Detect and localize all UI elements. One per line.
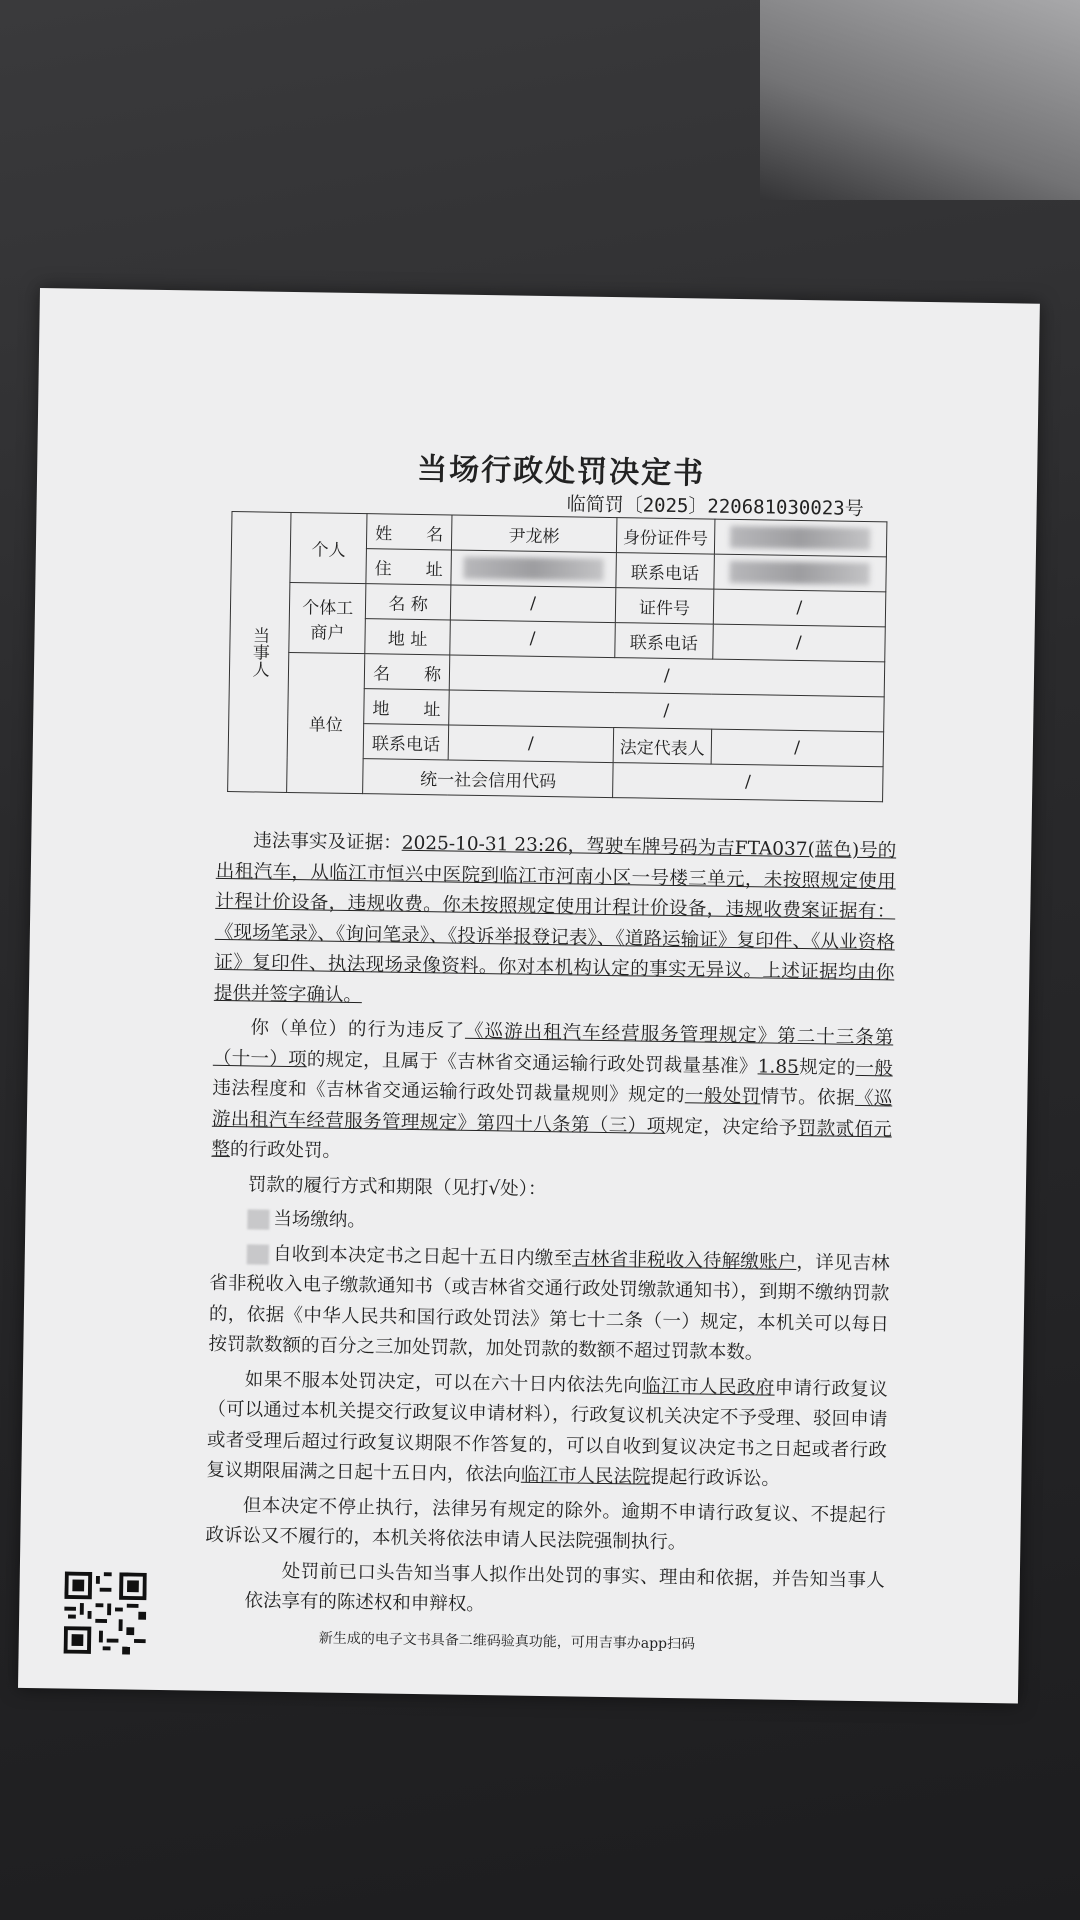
verification-footer: 新生成的电子文书具备二维码验真功能，可用吉事办app扫码 bbox=[318, 1630, 696, 1653]
payment-method-paragraph: 罚款的履行方式和期限（见打√处）： bbox=[247, 1173, 547, 1200]
penalty-circumstance: 一般处罚 bbox=[684, 1085, 761, 1108]
text-span: 提起行政诉讼。 bbox=[650, 1466, 781, 1490]
address-value-redacted bbox=[451, 550, 617, 588]
redaction-blur bbox=[730, 561, 870, 585]
background-light bbox=[760, 0, 1080, 200]
facts-label: 违法事实及证据： bbox=[253, 830, 402, 854]
payment-account: 吉林省非税收入待解缴账户 bbox=[571, 1247, 797, 1273]
unit-name-label: 名 称 bbox=[365, 654, 450, 690]
text-span: 你（单位）的行为违反了 bbox=[250, 1017, 466, 1042]
facts-text: 2025-10-31 23:26，驾驶车牌号码为吉FTA037(蓝色)号的出租汽车，从临江市恒兴中医院到临江市河南小区一号楼三单元，未按照规定使用计程计价设备，违规收费。你未按照规定使用计程计价设备，违规收费案证据有：《现场笔录》、《询问笔录》、《投诉举报登记表》、《道路运输证》复印件、《从业资格证》复印件、执法现场录像资料。你对本机构认定的事实无异议。上述证据均由你提供并签字确认。 bbox=[213, 832, 897, 1006]
unit-address-label: 地 址 bbox=[364, 689, 449, 725]
checkbox-icon bbox=[247, 1244, 269, 1264]
violated-regulation: 《巡游出租汽车经营服务管理规定》第二十三条第（十一）项 bbox=[212, 1020, 894, 1070]
business-cert-value: / bbox=[713, 589, 886, 627]
document-body bbox=[204, 826, 896, 1631]
name-value: 尹龙彬 bbox=[451, 515, 617, 553]
business-phone-value: / bbox=[712, 624, 885, 662]
review-authority: 临江市人民政府 bbox=[642, 1375, 775, 1399]
party-label: 当事人 bbox=[228, 512, 291, 793]
text-span: 的规定，且属于《吉林省交通运输行政处罚裁量基准》 bbox=[306, 1048, 758, 1077]
option-deadline bbox=[208, 1238, 890, 1371]
unit-credit-label: 统一社会信用代码 bbox=[363, 759, 613, 798]
checkbox-icon bbox=[247, 1209, 269, 1229]
notice-paragraph: 处罚前已口头告知当事人拟作出处罚的事实、理由和依据，并告知当事人依法享有的陈述权和申辩权。 bbox=[244, 1560, 885, 1616]
penalty-basis: 《巡游出租汽车经营服务管理规定》第四十八条第（三）项 bbox=[211, 1087, 893, 1137]
court-name: 临江市人民法院 bbox=[520, 1464, 651, 1488]
text-span: 申请行政复议（可以通过本机关提交行政复议申请材料），行政复议机关决定不予受理、驳回申请或者受理后超过行政复议期限不作答复的，可以自收到复议决定书之日起或者行政复议期限届满之日起十五日内，依法向 bbox=[206, 1377, 888, 1486]
personal-label: 个人 bbox=[290, 512, 367, 583]
redaction-blur bbox=[463, 557, 603, 581]
unit-name-value: / bbox=[449, 655, 885, 697]
id-value-redacted bbox=[714, 519, 887, 557]
text-span: 违法程度和《吉林省交通运输行政处罚裁量规则》规定的 bbox=[212, 1077, 686, 1107]
unit-rep-label: 法定代表人 bbox=[613, 728, 711, 765]
penalty-amount: 罚款贰佰元整 bbox=[211, 1117, 893, 1161]
business-label: 个体工商户 bbox=[289, 582, 366, 653]
business-cert-label: 证件号 bbox=[616, 588, 714, 625]
text-span: 情节。依据 bbox=[760, 1086, 856, 1109]
option-onsite bbox=[210, 1204, 890, 1245]
unit-rep-value: / bbox=[711, 729, 884, 767]
business-phone-label: 联系电话 bbox=[615, 623, 713, 660]
name-label: 姓 名 bbox=[367, 514, 452, 550]
text-span: ，详见吉林省非税收入电子缴款通知书（或吉林省交通行政处罚缴款通知书），到期不缴纳罚款的，依据《中华人民共和国行政处罚法》第七十二条（一）规定，本机关可以每日按罚款数额的百分之三加处罚款，加处罚款的数额不超过罚款本数。 bbox=[208, 1251, 890, 1364]
redaction-blur bbox=[730, 526, 870, 550]
option-onsite-text: 当场缴纳。 bbox=[273, 1208, 367, 1232]
business-name-value: / bbox=[450, 585, 616, 623]
party-info-table bbox=[227, 511, 887, 802]
facts-paragraph bbox=[214, 826, 897, 1020]
id-label: 身份证件号 bbox=[617, 518, 715, 555]
qr-code-icon bbox=[64, 1572, 147, 1655]
business-address-label: 地 址 bbox=[365, 619, 450, 655]
text-span: 规定，决定给予 bbox=[665, 1115, 798, 1139]
phone-value-redacted bbox=[713, 554, 886, 592]
document-paper bbox=[18, 288, 1040, 1704]
unit-credit-value: / bbox=[613, 763, 883, 802]
document-number: 临简罚〔2025〕220681030023号 bbox=[566, 493, 864, 520]
enforcement-paragraph: 但本决定不停止执行，法律另有规定的除外。逾期不申请行政复议、不提起行政诉讼又不履行的，本机关将依法申请人民法院强制执行。 bbox=[205, 1494, 886, 1554]
unit-address-value: / bbox=[448, 690, 884, 732]
unit-label: 单位 bbox=[287, 652, 366, 793]
appeal-paragraph bbox=[206, 1364, 888, 1497]
text-span: 的行政处罚。 bbox=[229, 1139, 342, 1162]
business-name-label: 名 称 bbox=[366, 584, 451, 620]
text-span: 如果不服本处罚决定，可以在六十日内依法先向 bbox=[244, 1368, 643, 1397]
violation-paragraph bbox=[211, 1013, 893, 1176]
unit-phone-label: 联系电话 bbox=[364, 724, 449, 760]
discretion-code: 1.85 bbox=[757, 1055, 800, 1078]
text-span: 自收到本决定书之日起十五日内缴至 bbox=[272, 1243, 573, 1269]
document-title: 当场行政处罚决定书 bbox=[416, 451, 706, 492]
text-span: 规定的 bbox=[798, 1056, 856, 1079]
phone-label: 联系电话 bbox=[616, 553, 714, 590]
unit-phone-value: / bbox=[448, 725, 614, 763]
business-address-value: / bbox=[450, 620, 616, 658]
violation-degree: 一般 bbox=[855, 1057, 893, 1079]
address-label: 住 址 bbox=[366, 549, 451, 585]
